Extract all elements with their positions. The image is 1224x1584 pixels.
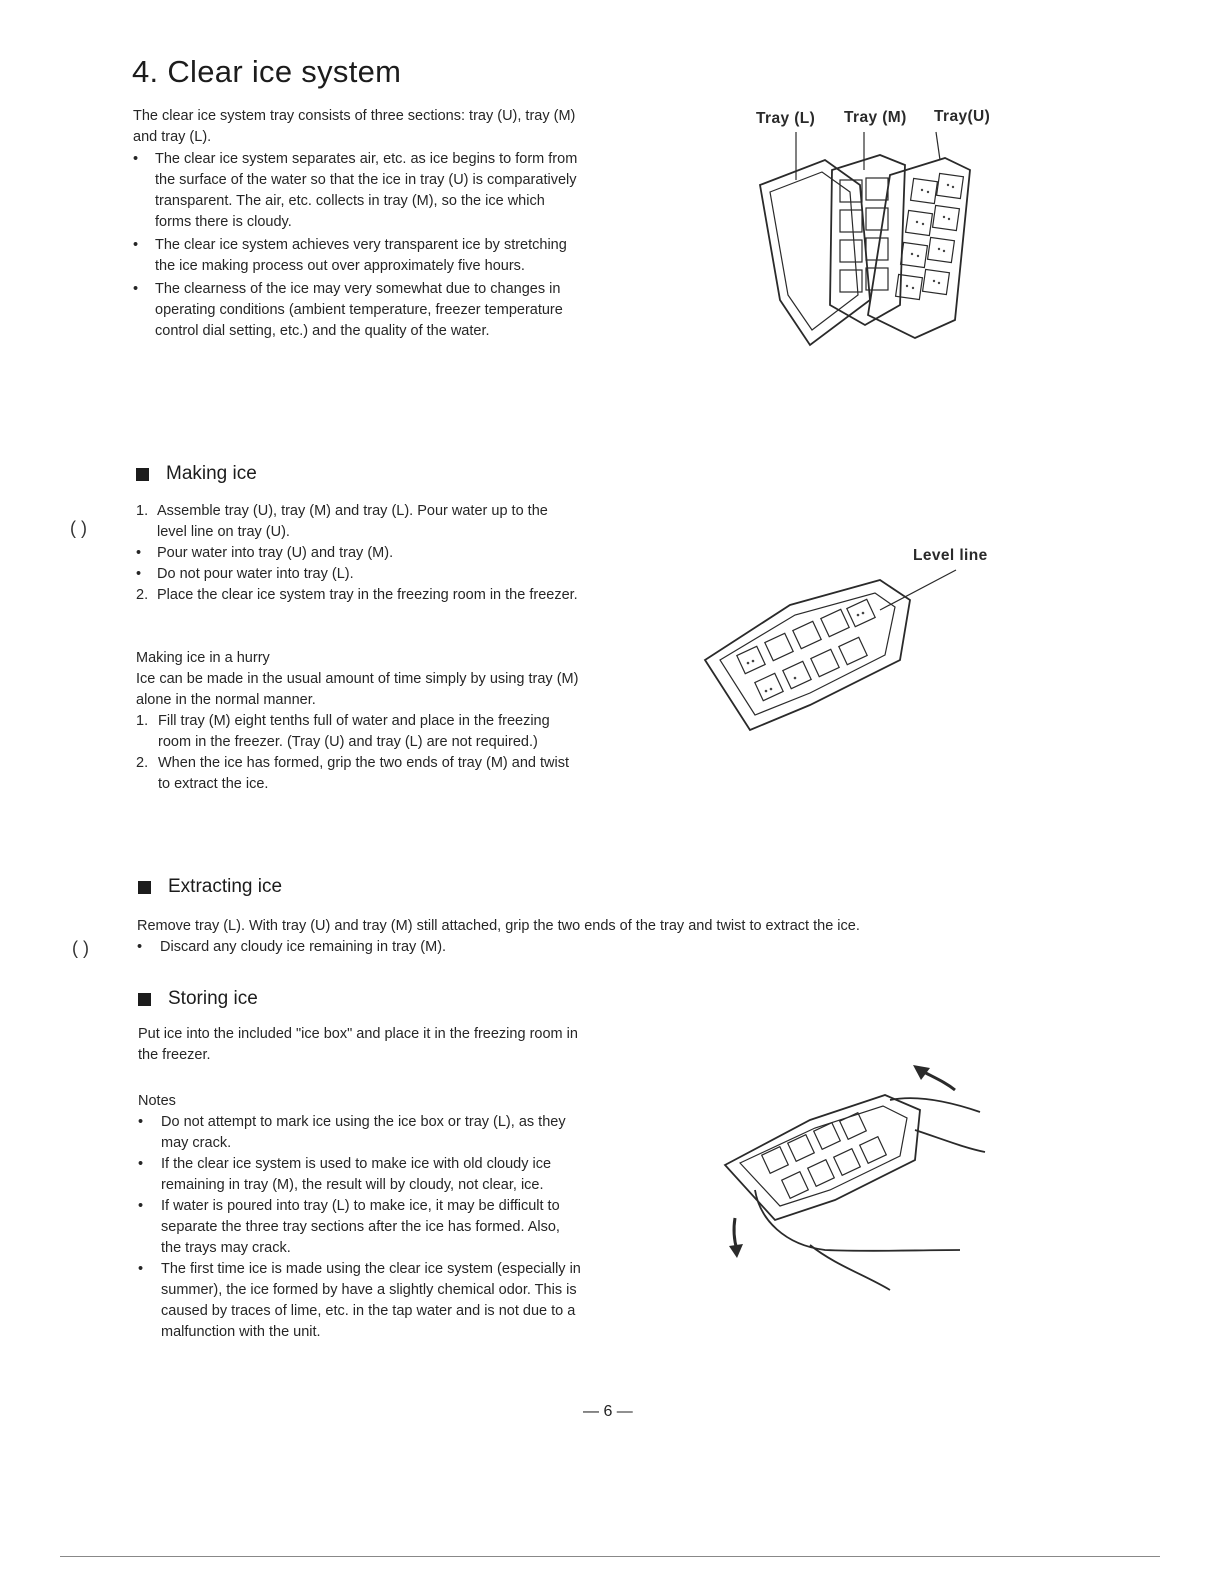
hurry-title: Making ice in a hurry [136, 650, 270, 666]
storing-ice-text: Put ice into the included "ice box" and place it in the freezing room in the freezer. [138, 1026, 578, 1063]
list-item: • Do not attempt to mark ice using the ice box or tray (L), as they may crack. [138, 1114, 566, 1151]
punch-hole-mark: ( ) [70, 518, 87, 538]
extracting-ice-text: Remove tray (L). With tray (U) and tray (M) still attached, grip the two ends of the tray and twist to extract the ice. • Discard any cloudy ice remaining in tray (M). [137, 916, 1037, 958]
list-item: • Discard any cloudy ice remaining in tray (M). [137, 939, 447, 955]
intro-bullet: • The clear ice system separates air, etc. as ice begins to form from the surface of the water so that the ice in tray (U) is comparatively transparent. The air, etc. collects in tray (M), so the ice which forms there is cloudy. [133, 151, 578, 230]
list-item: • Pour water into tray (U) and tray (M). [136, 545, 394, 561]
making-ice-steps [136, 501, 579, 606]
list-item: • Do not pour water into tray (L). [136, 566, 354, 582]
section-marker-icon [138, 993, 151, 1006]
section-marker-icon [136, 468, 149, 481]
page-title: 4. Clear ice system [132, 54, 402, 89]
page-number: — 6 — [583, 1403, 633, 1420]
list-item: 1. Assemble tray (U), tray (M) and tray (L). Pour water up to the level line on tray (U). [136, 503, 548, 540]
intro-section [133, 106, 579, 342]
label-level-line: Level line [913, 547, 988, 564]
list-item: • The first time ice is made using the clear ice system (especially in summer), the ice formed by have a slightly chemical odor. This is caused by traces of lime, etc. in the tap water and is not due to a malfunction with the unit. [138, 1261, 581, 1340]
hurry-section [136, 648, 579, 795]
twist-tray-illustration [715, 1060, 990, 1300]
list-item: 2. When the ice has formed, grip the two ends of tray (M) and twist to extract the ice. [136, 755, 570, 792]
extracting-ice-heading: Extracting ice [138, 876, 282, 898]
tray-sections-illustration [740, 130, 1000, 360]
notes-title: Notes [138, 1093, 176, 1109]
intro-bullet: • The clear ice system achieves very transparent ice by stretching the ice making process out over approximately five hours. [133, 237, 567, 274]
label-tray-m: Tray (M) [844, 109, 907, 126]
intro-bullet: • The clearness of the ice may very somewhat due to changes in operating conditions (ambient temperature, freezer temperature control dial setting, etc.) and the quality of the water. [133, 281, 563, 339]
section-marker-icon [138, 881, 151, 894]
label-tray-u: Tray(U) [934, 108, 991, 125]
hurry-lead: Ice can be made in the usual amount of time simply by using tray (M) alone in the normal manner. [136, 671, 579, 708]
list-item: • If water is poured into tray (L) to make ice, it may be difficult to separate the three tray sections after the ice has formed. Also, the trays may crack. [138, 1198, 560, 1256]
list-item: 2. Place the clear ice system tray in the freezing room in the freezer. [136, 587, 578, 603]
level-line-illustration [700, 565, 960, 745]
storing-ice-heading: Storing ice [138, 988, 258, 1010]
making-ice-heading: Making ice [136, 463, 257, 485]
list-item: 1. Fill tray (M) eight tenths full of water and place in the freezing room in the freezer. (Tray (U) and tray (L) are not required.) [136, 713, 550, 750]
punch-hole-mark: ( ) [72, 938, 89, 958]
intro-lead: The clear ice system tray consists of three sections: tray (U), tray (M) and tray (L). [133, 108, 576, 145]
notes-section [138, 1091, 584, 1343]
bottom-rule [60, 1556, 1160, 1557]
list-item: • If the clear ice system is used to make ice with old cloudy ice remaining in tray (M), the result will by cloudy, not clear, ice. [138, 1156, 552, 1193]
label-tray-l: Tray (L) [756, 110, 816, 127]
